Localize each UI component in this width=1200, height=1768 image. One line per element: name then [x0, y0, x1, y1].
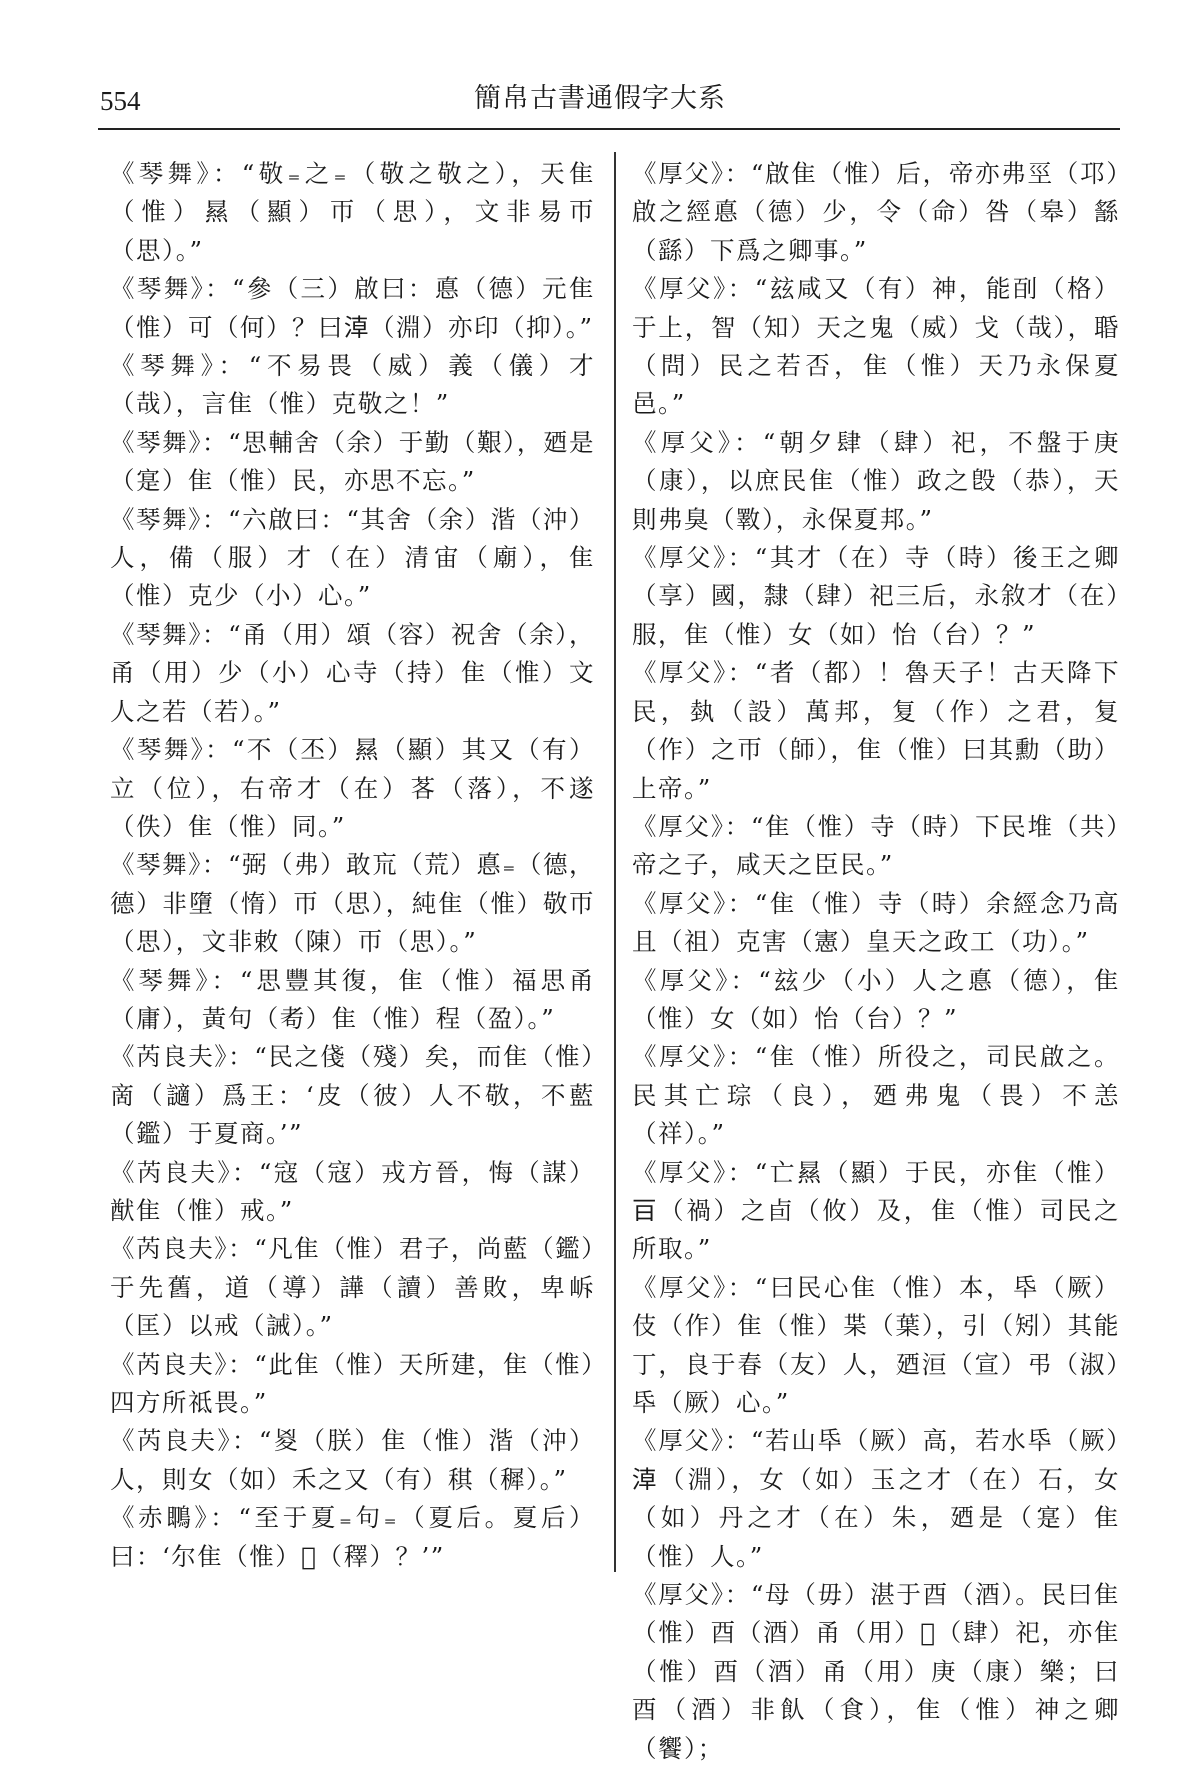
- citation-entry: 《琴舞》：“思輔舍（余）于勤（艱），廼是（寔）隹（惟）民，亦思不忘。”: [110, 427, 595, 496]
- citation-entry: 《芮良夫》：“㚇（朕）隹（惟）湝（沖）人，則女（如）禾之又（有）稘（穉）。”: [110, 1426, 595, 1494]
- citation-entry: 《厚父》：“玆少（小）人之悳（德），隹（惟）女（如）怡（台）？”: [632, 965, 1120, 1033]
- citation-entry: 《厚父》：“亡㬎（顯）于民，亦隹（惟）𣄼（禍）之卣（攸）及，隹（惟）司民之所取。”: [632, 1157, 1120, 1264]
- citation-entry: 《厚父》：“隹（惟）寺（時）余經念乃高且（祖）克害（憲）皇天之政工（功）。”: [632, 888, 1120, 957]
- citation-entry: 《琴舞》：“弼（弗）敢巟（荒）悳₌（德，德）非墮（惰）帀（思），純隹（惟）敬帀（思），文非敕（陳）帀（思）。”: [110, 850, 595, 957]
- citation-entry: 《琴舞》：“六啟曰：“其舍（余）湝（沖）人，備（服）才（在）清宙（廟），隹（惟）克少（小）心。”: [110, 504, 595, 611]
- citation-entry: 《琴舞》：“甬（用）頌（容）祝舍（余），甬（用）少（小）心寺（持）隹（惟）文人之若（若）。”: [110, 619, 595, 726]
- citation-entry: 《厚父》：“若山氒（厥）高，若水氒（厥）𣶃（淵），女（如）玉之才（在）石，女（如）丹之才（在）朱，廼是（寔）隹（惟）人。”: [632, 1426, 1120, 1571]
- citation-entry: 《琴舞》：“參（三）啟曰：悳（德）元隹（惟）可（何）？曰𣶃（淵）亦印（抑）。”: [110, 274, 595, 342]
- column-divider: [614, 152, 616, 1572]
- citation-entry: 《芮良夫》：“寇（寇）戎方晉，悔（謀）猷隹（惟）戒。”: [110, 1157, 595, 1225]
- citation-entry: 《厚父》：“隹（惟）所役之，司民啟之。民其亡琮（良），廼弗鬼（畏）不恙（祥）。”: [632, 1042, 1120, 1149]
- citation-entry: 《厚父》：“母（毋）湛于酉（酒）。民曰隹（惟）酉（酒）甬（用）𢛏（肆）祀，亦隹（惟）酉（酒）甬（用）庚（康）樂；曰酉（酒）非飤（食），隹（惟）神之卿（饗）；: [632, 1580, 1120, 1763]
- citation-entry: 《厚父》：“玆咸又（有）神，能㓦（格）于上，智（知）天之鬼（威）戈（哉），䎽（問）民之若否，隹（惟）天乃永保夏邑。”: [632, 274, 1120, 419]
- running-title: 簡帛古書通假字大系: [474, 83, 726, 114]
- citation-entry: 《琴舞》：“不（丕）㬎（顯）其又（有）立（位），右帝才（在）茖（落），不遂（佚）隹（惟）同。”: [110, 735, 595, 841]
- left-column: [110, 155, 595, 1576]
- citation-entry: 《厚父》：“啟隹（惟）后，帝亦弗巠（邛）啟之經悳（德）少，令（命）咎（皋）䌛（繇）下爲之卿事。”: [632, 159, 1120, 265]
- citation-entry: 《赤䳭》：“至于夏₌句₌（夏后。夏后）曰：‘尔隹（惟）𤉉（䆁）？’”: [110, 1503, 595, 1571]
- citation-entry: 《琴舞》：“敬₌之₌（敬之敬之），天隹（惟）㬎（顯）帀（思），文非易帀（思）。”: [110, 159, 595, 265]
- citation-entry: 《琴舞》：“不易畏（威）義（儀）才（哉），言隹（惟）克敬之！”: [110, 351, 595, 419]
- citation-entry: 《芮良夫》：“凡隹（惟）君子，尚藍（鑑）于先舊，道（導）譁（讀）善敗，卑𡶜（匡）以戒（誡）。”: [110, 1234, 595, 1341]
- citation-entry: 《厚父》：“隹（惟）寺（時）下民堆（共）帝之子，咸天之臣民。”: [632, 811, 1120, 880]
- citation-entry: 《厚父》：“者（都）！魯天子！古天降下民，埶（設）萬邦，复（作）之君，复（作）之帀（師），隹（惟）曰其勳（助）上帝。”: [632, 658, 1120, 803]
- citation-entry: 《琴舞》：“思豐其復，隹（惟）福思甬（庸），黃句（耇）隹（惟）程（盈）。”: [110, 965, 595, 1033]
- right-column: [632, 155, 1120, 1768]
- citation-entry: 《厚父》：“曰民心隹（惟）本，氒（厥）伎（作）隹（惟）枼（葉），引（矧）其能丁，良于春（友）人，廼洹（宣）弔（淑）氒（厥）心。”: [632, 1272, 1120, 1417]
- page-number: 554: [100, 86, 141, 116]
- citation-entry: 《厚父》：“朝夕肆（肆）祀，不盤于庚（康），以庶民隹（惟）政之𣪘（恭），天則弗臭（斁），永保夏邦。”: [632, 427, 1120, 534]
- citation-entry: 《芮良夫》：“民之俴（殘）矣，而隹（惟）啇（讁）爲王：‘皮（彼）人不敬，不藍（鑑）于夏商。’”: [110, 1042, 595, 1149]
- citation-entry: 《芮良夫》：“此隹（惟）天所建，隹（惟）四方所祗畏。”: [110, 1349, 595, 1417]
- header-rule: [98, 128, 1120, 130]
- citation-entry: 《厚父》：“其才（在）寺（時）後王之卿（享）國，隸（肆）祀三后，永敘才（在）服，隹（惟）女（如）怡（台）？”: [632, 543, 1120, 649]
